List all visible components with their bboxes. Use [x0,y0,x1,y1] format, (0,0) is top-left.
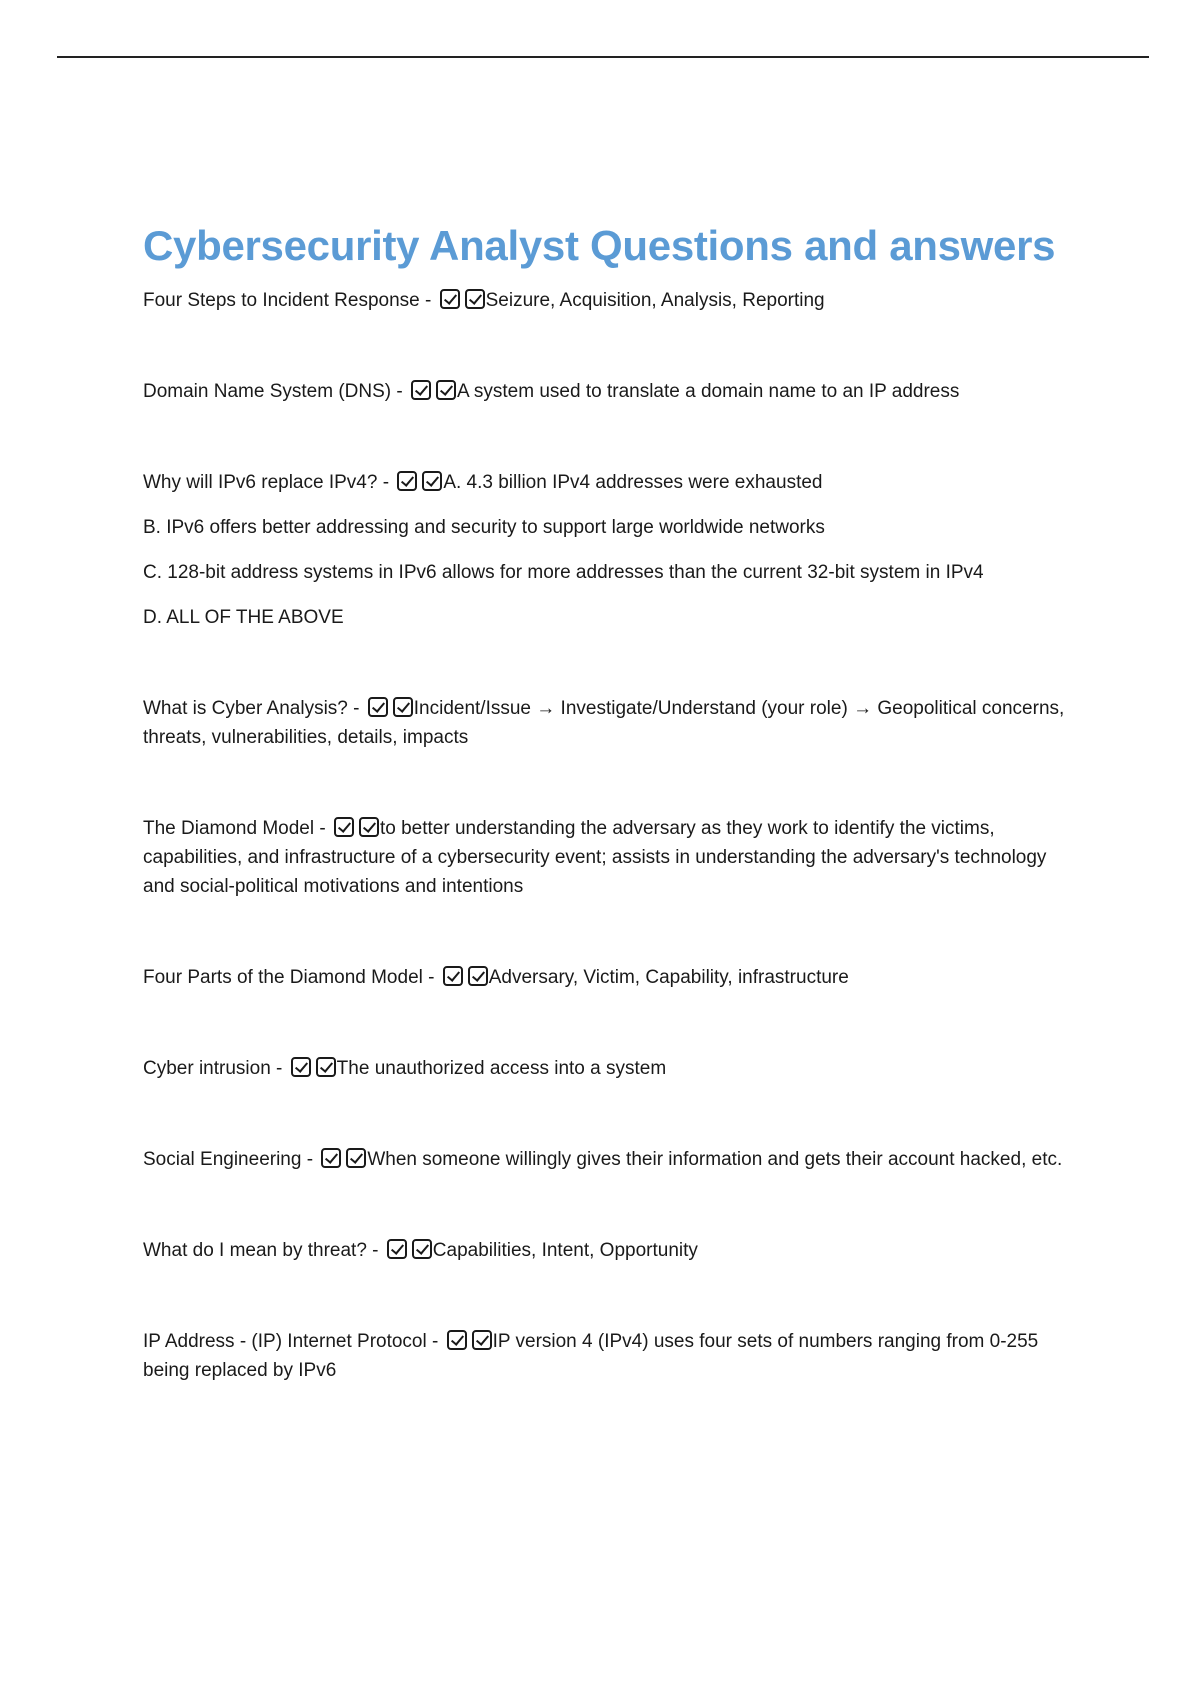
qa-item [143,1236,1073,1265]
qa-list [143,286,1073,1385]
qa-item [143,814,1073,901]
qa-question: Cyber intrusion - [143,1058,288,1079]
checked-box-icon [393,697,413,717]
qa-main-line [143,694,1073,752]
qa-answer: Adversary, Victim, Capability, infrastructure [488,967,849,988]
qa-item [143,1327,1073,1385]
qa-answer: Capabilities, Intent, Opportunity [432,1240,698,1261]
checked-box-icon [465,289,485,309]
qa-item [143,286,1073,315]
checked-box-icon [436,380,456,400]
qa-answer: IP version 4 (IPv4) uses four sets of numbers ranging from 0-255 being replaced by IPv6 [143,1331,1039,1381]
checked-box-icon [321,1148,341,1168]
qa-item [143,377,1073,406]
qa-main-line [143,377,1073,406]
qa-main-line [143,1327,1073,1385]
header-rule [57,56,1149,58]
checked-box-icon [368,697,388,717]
qa-answer: When someone willingly gives their information and gets their account hacked, etc. [367,1149,1063,1170]
checked-box-icon [422,471,442,491]
document-title: Cybersecurity Analyst Questions and answers [143,222,1056,269]
checked-box-icon [359,817,379,837]
checked-box-icon [472,1330,492,1350]
checked-box-icon [447,1330,467,1350]
checked-box-icon [346,1148,366,1168]
qa-main-line [143,286,1073,315]
checked-box-icon [291,1057,311,1077]
qa-main-line [143,1054,1073,1083]
checked-box-icon [387,1239,407,1259]
qa-answer: A system used to translate a domain name to an IP address [457,381,960,402]
checked-box-icon [468,966,488,986]
qa-item [143,963,1073,992]
qa-answer: A. 4.3 billion IPv4 addresses were exhausted [443,472,823,493]
qa-main-line [143,1145,1073,1174]
qa-question: What do I mean by threat? - [143,1240,384,1261]
qa-answer: The unauthorized access into a system [336,1058,667,1079]
qa-answer-option: D. ALL OF THE ABOVE [143,607,344,628]
qa-answer: Incident/Issue → Investigate/Understand (your role) → Geopolitical concerns, threats, vulnerabilities, details, impacts [143,698,1065,748]
qa-question: Why will IPv6 replace IPv4? - [143,472,395,493]
checked-box-icon [316,1057,336,1077]
qa-question: The Diamond Model - [143,818,331,839]
qa-item [143,1054,1073,1083]
qa-question: Domain Name System (DNS) - [143,381,408,402]
checked-box-icon [440,289,460,309]
qa-item [143,694,1073,752]
qa-main-line [143,814,1073,901]
qa-main-line [143,468,1073,497]
qa-question: Four Steps to Incident Response - [143,290,437,311]
checked-box-icon [411,380,431,400]
qa-main-line [143,1236,1073,1265]
qa-answer: to better understanding the adversary as they work to identify the victims, capabilities, and infrastructure of a cybersecurity event; assists in understanding the adversary's technology and social-political motivations and intentions [143,818,1047,897]
checked-box-icon [397,471,417,491]
checked-box-icon [334,817,354,837]
qa-question: What is Cyber Analysis? - [143,698,365,719]
qa-question: Four Parts of the Diamond Model - [143,967,440,988]
qa-question: IP Address - (IP) Internet Protocol - [143,1331,444,1352]
qa-main-line [143,963,1073,992]
qa-question: Social Engineering - [143,1149,319,1170]
checked-box-icon [412,1239,432,1259]
qa-answer-option: B. IPv6 offers better addressing and security to support large worldwide networks [143,517,825,538]
qa-item [143,1145,1073,1174]
checked-box-icon [443,966,463,986]
qa-item [143,468,1073,632]
qa-answer: Seizure, Acquisition, Analysis, Reporting [485,290,825,311]
qa-answer-option: C. 128-bit address systems in IPv6 allows for more addresses than the current 32-bit system in IPv4 [143,562,984,583]
document-body [143,220,1073,1385]
